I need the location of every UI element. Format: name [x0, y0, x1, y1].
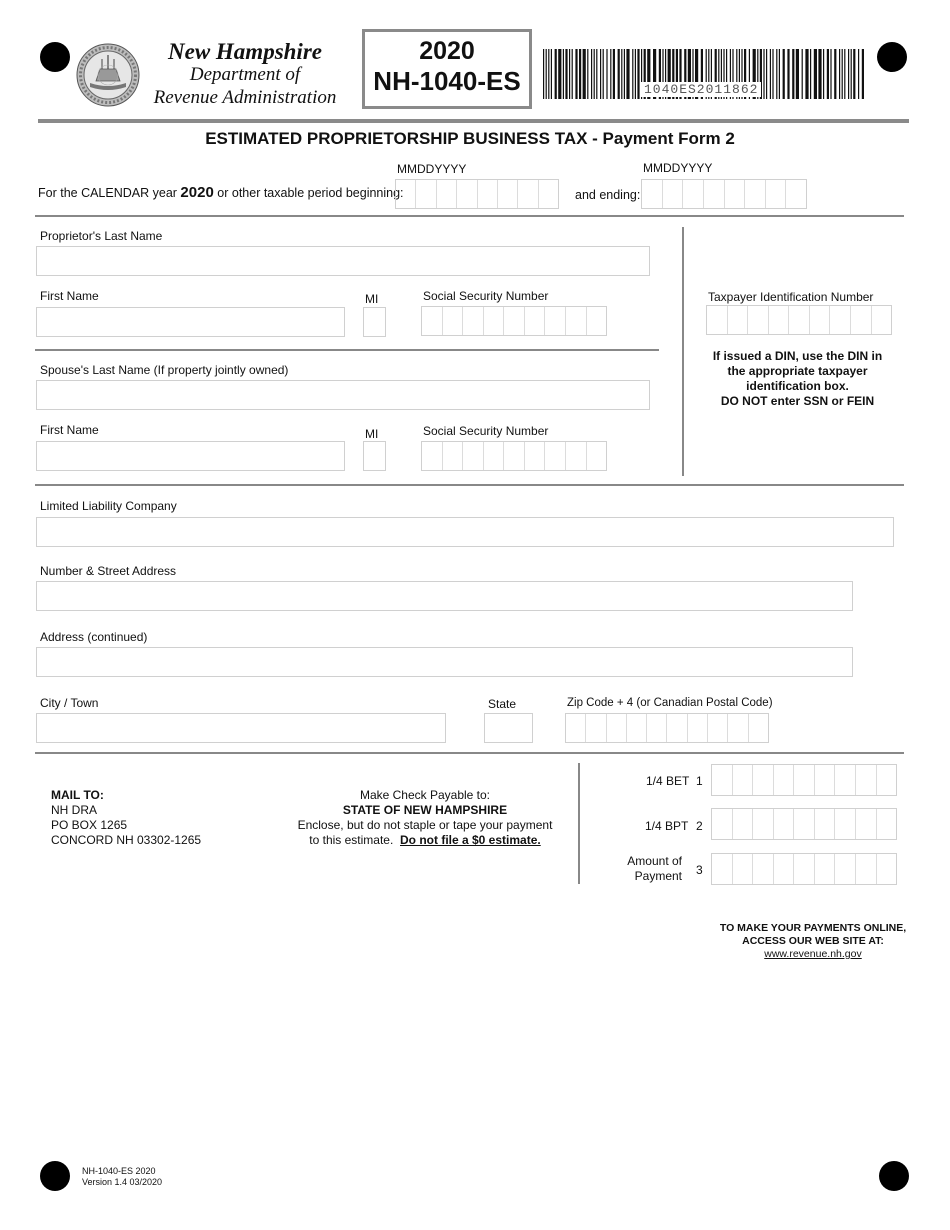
- spouse-ssn-input[interactable]: [421, 441, 607, 471]
- spouse-rule: [35, 349, 659, 351]
- proprietor-first-name-label: First Name: [40, 289, 99, 303]
- spouse-ssn-label: Social Security Number: [423, 424, 549, 438]
- payment-divider: [578, 763, 580, 884]
- payment-1-input[interactable]: [711, 764, 897, 796]
- proprietor-ssn-label: Social Security Number: [423, 289, 549, 303]
- period-suffix: or other taxable period beginning:: [217, 186, 404, 200]
- street-address-input[interactable]: [36, 581, 853, 611]
- online-notice: [713, 922, 913, 961]
- address-continued-label: Address (continued): [40, 630, 148, 644]
- barcode-text: 1040ES2011862: [641, 82, 761, 97]
- form-code: NH-1040-ES: [373, 66, 521, 96]
- form-title: ESTIMATED PROPRIETORSHIP BUSINESS TAX - Payment Form 2: [205, 129, 735, 148]
- agency-dept: Department of: [189, 64, 301, 85]
- tin-input[interactable]: [706, 305, 892, 335]
- check-instructions: [285, 788, 565, 848]
- barcode: [543, 49, 866, 99]
- period-year: 2020: [180, 184, 214, 201]
- header-rule: [38, 119, 909, 123]
- ending-label: and ending:: [575, 188, 641, 202]
- payment-3-input[interactable]: [711, 853, 897, 885]
- tin-note-1: If issued a DIN, use the DIN in: [712, 349, 883, 363]
- mail-to-line2: PO BOX 1265: [51, 818, 128, 832]
- check-line4-warning: Do not file a $0 estimate.: [400, 833, 541, 847]
- footer-line1: NH-1040-ES 2020: [82, 1166, 156, 1176]
- payment-2-input[interactable]: [711, 808, 897, 840]
- zip-input[interactable]: [565, 713, 769, 743]
- spouse-first-name-label: First Name: [40, 423, 99, 437]
- payment-3-label: [610, 854, 682, 884]
- spouse-last-name-input[interactable]: [36, 380, 650, 410]
- llc-label: Limited Liability Company: [40, 499, 177, 513]
- online-line1: TO MAKE YOUR PAYMENTS ONLINE,: [719, 922, 907, 934]
- tin-note: [700, 349, 895, 409]
- begin-date-input[interactable]: [395, 179, 559, 209]
- proprietor-mi-input[interactable]: [363, 307, 386, 337]
- payment-2-label: 1/4 BPT: [645, 819, 689, 833]
- state-input[interactable]: [484, 713, 533, 743]
- mail-to-line1: NH DRA: [51, 803, 98, 817]
- spouse-last-name-label: Spouse's Last Name (If property jointly owned): [40, 363, 289, 377]
- check-line2: STATE OF NEW HAMPSHIRE: [342, 803, 508, 817]
- tin-note-4: DO NOT enter SSN or FEIN: [720, 394, 875, 408]
- period-prefix: For the CALENDAR year: [38, 186, 177, 200]
- tin-label: Taxpayer Identification Number: [708, 290, 874, 304]
- form-year: 2020: [419, 37, 475, 65]
- online-line2: ACCESS OUR WEB SITE AT:: [742, 935, 884, 947]
- tin-note-3: identification box.: [746, 379, 849, 393]
- city-input[interactable]: [36, 713, 446, 743]
- agency-state: New Hampshire: [168, 39, 322, 64]
- payment-1-label: 1/4 BET: [646, 774, 690, 788]
- spouse-mi-label: MI: [365, 427, 379, 441]
- form-footer: [82, 1166, 162, 1188]
- registration-mark-bottom-left: [40, 1161, 70, 1191]
- mail-to-line3: CONCORD NH 03302-1265: [51, 833, 202, 847]
- registration-mark-top-right: [877, 42, 907, 72]
- state-seal-icon: [76, 43, 140, 107]
- address-rule: [35, 752, 904, 754]
- payment-2-number: 2: [696, 819, 703, 833]
- period-label: [38, 184, 404, 201]
- payment-1-number: 1: [696, 774, 703, 788]
- city-label: City / Town: [40, 696, 99, 710]
- registration-mark-top-left: [40, 42, 70, 72]
- address-continued-input[interactable]: [36, 647, 853, 677]
- proprietor-last-name-label: Proprietor's Last Name: [40, 229, 163, 243]
- check-line1: Make Check Payable to:: [359, 788, 491, 802]
- tin-note-2: the appropriate taxpayer: [727, 364, 868, 378]
- check-line4-wrap: [285, 833, 565, 848]
- period-rule: [35, 215, 904, 217]
- agency-name: [140, 40, 350, 109]
- footer-line2: Version 1.4 03/2020: [82, 1177, 163, 1187]
- check-line3: Enclose, but do not staple or tape your payment: [297, 818, 553, 832]
- names-rule: [35, 484, 904, 486]
- registration-mark-bottom-right: [879, 1161, 909, 1191]
- zip-label: Zip Code + 4 (or Canadian Postal Code): [567, 697, 773, 709]
- mail-to-heading: MAIL TO:: [51, 788, 104, 802]
- state-label: State: [488, 697, 517, 711]
- begin-date-hint: MMDDYYYY: [397, 162, 467, 176]
- online-url[interactable]: www.revenue.nh.gov: [764, 948, 862, 960]
- payment-3-label-1: Amount of: [627, 854, 682, 868]
- llc-input[interactable]: [36, 517, 894, 547]
- proprietor-first-name-input[interactable]: [36, 307, 345, 337]
- payment-3-number: 3: [696, 863, 703, 877]
- proprietor-last-name-input[interactable]: [36, 246, 650, 276]
- proprietor-mi-label: MI: [365, 292, 379, 306]
- agency-division: Revenue Administration: [153, 87, 337, 108]
- end-date-input[interactable]: [641, 179, 807, 209]
- payment-3-label-2: Payment: [634, 869, 682, 883]
- spouse-first-name-input[interactable]: [36, 441, 345, 471]
- spouse-mi-input[interactable]: [363, 441, 386, 471]
- tin-divider: [682, 227, 684, 476]
- check-line4: to this estimate.: [309, 833, 394, 847]
- form-id-box: [362, 29, 532, 109]
- proprietor-ssn-input[interactable]: [421, 306, 607, 336]
- end-date-hint: MMDDYYYY: [643, 161, 713, 175]
- street-address-label: Number & Street Address: [40, 564, 177, 578]
- mail-to-block: [51, 788, 201, 848]
